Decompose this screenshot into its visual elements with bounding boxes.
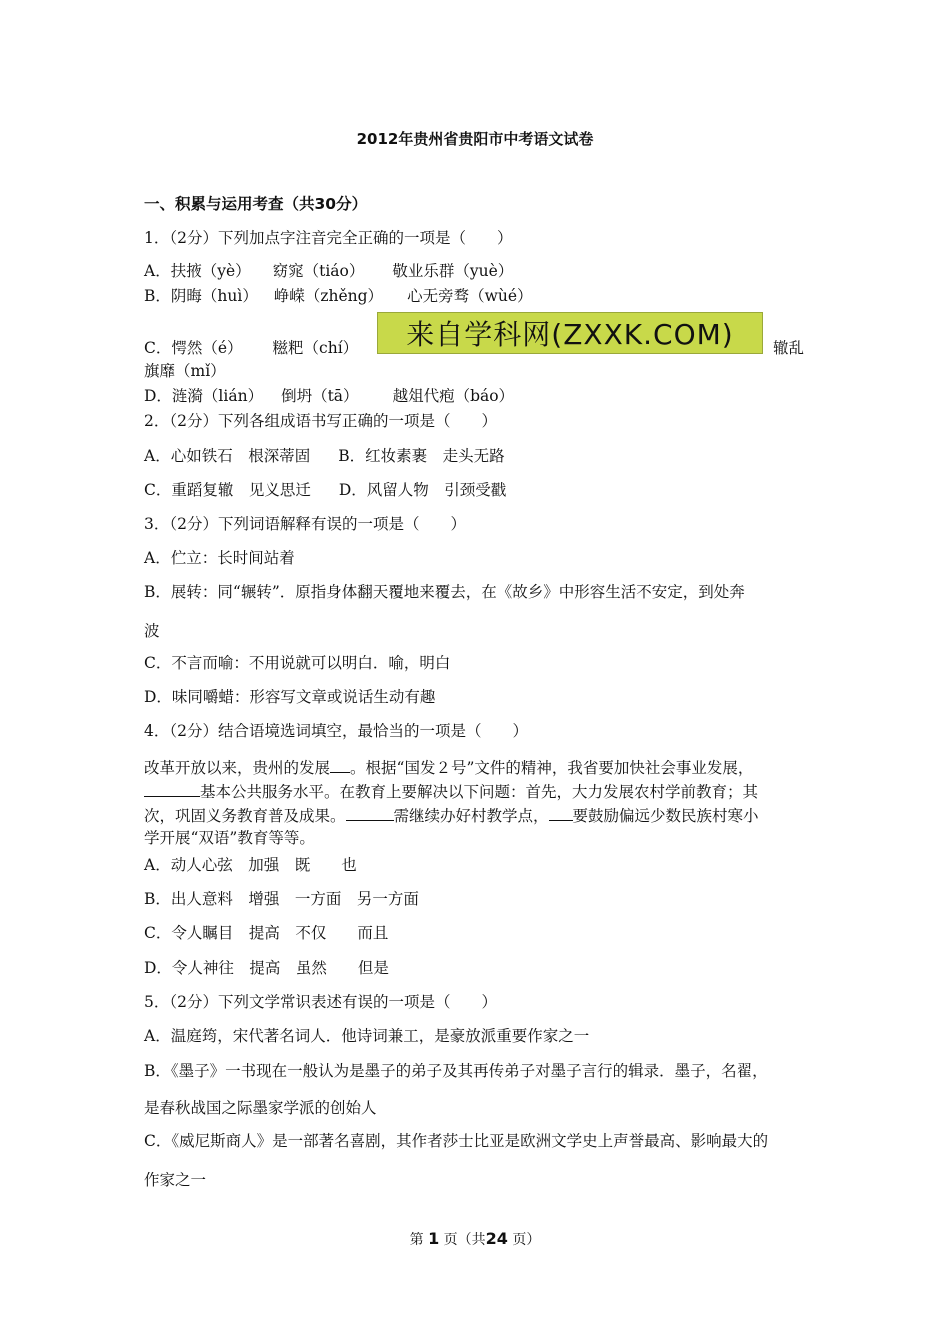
q1-option-d: D．涟漪（lián） 倒坍（tā） 越俎代疱（báo） [144, 387, 515, 405]
q1-option-c: C．愕然（é） 糍粑（chí） [144, 339, 359, 357]
page-total: 24 [485, 1229, 508, 1248]
watermark-banner: 来自学科网(ZXXK.COM) [377, 312, 763, 354]
question-3-stem: 3．（2分）下列词语解释有误的一项是（ ） [144, 515, 466, 533]
page-number: 1 [428, 1229, 440, 1248]
q5-option-b: B．《墨子》一书现在一般认为是墨子的弟子及其再传弟子对墨子言行的辑录．墨子，名翟， [144, 1062, 768, 1080]
q5-option-c-line2: 作家之一 [144, 1171, 207, 1189]
q5-option-b-line2: 是春秋战国之际墨家学派的创始人 [144, 1099, 377, 1117]
question-1-stem: 1．（2分）下列加点字注音完全正确的一项是（ ） [144, 229, 513, 247]
q1-option-c-line2: 旗靡（mǐ） [144, 362, 226, 380]
q4-passage-line1: 改革开放以来，贵州的发展 。根据“国发２号”文件的精神，我省要加快社会事业发展， [144, 756, 753, 778]
q1-option-a: A．扶掖（yè） 窈窕（tiáo） 敬业乐群（yuè） [144, 262, 514, 280]
q3-option-b: B．展转：同“辗转”．原指身体翻天覆地来覆去，在《故乡》中形容生活不安定，到处奔 [144, 583, 745, 601]
q3-option-d: D．味同嚼蜡：形容写文章或说话生动有趣 [144, 688, 436, 706]
q1-option-c-continued: 辙乱 [773, 339, 805, 357]
q4-option-a: A．动人心弦 加强 既 也 [144, 856, 357, 874]
q4-passage-line2: 基本公共服务水平。在教育上要解决以下问题：首先，大力发展农村学前教育；其 [144, 780, 758, 802]
q5-option-c: C．《威尼斯商人》是一部著名喜剧，其作者莎士比亚是欧洲文学史上声誉最高、影响最大的 [144, 1132, 769, 1150]
exam-title: 2012年贵州省贵阳市中考语文试卷 [356, 130, 594, 148]
q3-option-c: C．不言而喻：不用说就可以明白．喻，明白 [144, 654, 451, 672]
question-2-stem: 2．（2分）下列各组成语书写正确的一项是（ ） [144, 412, 497, 430]
q4-option-d: D．令人神往 提高 虽然 但是 [144, 959, 389, 977]
section-heading: 一、积累与运用考查（共30分） [144, 195, 368, 213]
fill-blank [330, 756, 350, 773]
q5-option-a: A．温庭筠，宋代著名词人．他诗词兼工，是豪放派重要作家之一 [144, 1027, 590, 1045]
q4-passage-line4: 学开展“双语”教育等等。 [144, 829, 315, 847]
fill-blank [346, 804, 394, 821]
q3-option-a: A．伫立：长时间站着 [144, 549, 295, 567]
q4-passage-line3: 次，巩固义务教育普及成果。 需继续办好村教学点， 要鼓励偏远少数民族村寒小 [144, 804, 759, 826]
question-4-stem: 4．（2分）结合语境选词填空，最恰当的一项是（ ） [144, 722, 528, 740]
q1-option-b: B．阴晦（huì） 峥嵘（zhěng） 心无旁骛（wùé） [144, 287, 533, 305]
q4-option-b: B．出人意料 增强 一方面 另一方面 [144, 890, 419, 908]
question-5-stem: 5．（2分）下列文学常识表述有误的一项是（ ） [144, 993, 497, 1011]
q2-options-cd: C．重蹈复辙 见义思迁 D．风留人物 引颈受戳 [144, 481, 507, 499]
q2-options-ab: A．心如铁石 根深蒂固 B．红妆素裹 走头无路 [144, 447, 505, 465]
q3-option-b-line2: 波 [144, 622, 160, 640]
fill-blank [144, 780, 200, 797]
q4-option-c: C．令人瞩目 提高 不仅 而且 [144, 924, 389, 942]
page-footer: 第 1 页（共24 页） [409, 1229, 541, 1248]
fill-blank [549, 804, 573, 821]
